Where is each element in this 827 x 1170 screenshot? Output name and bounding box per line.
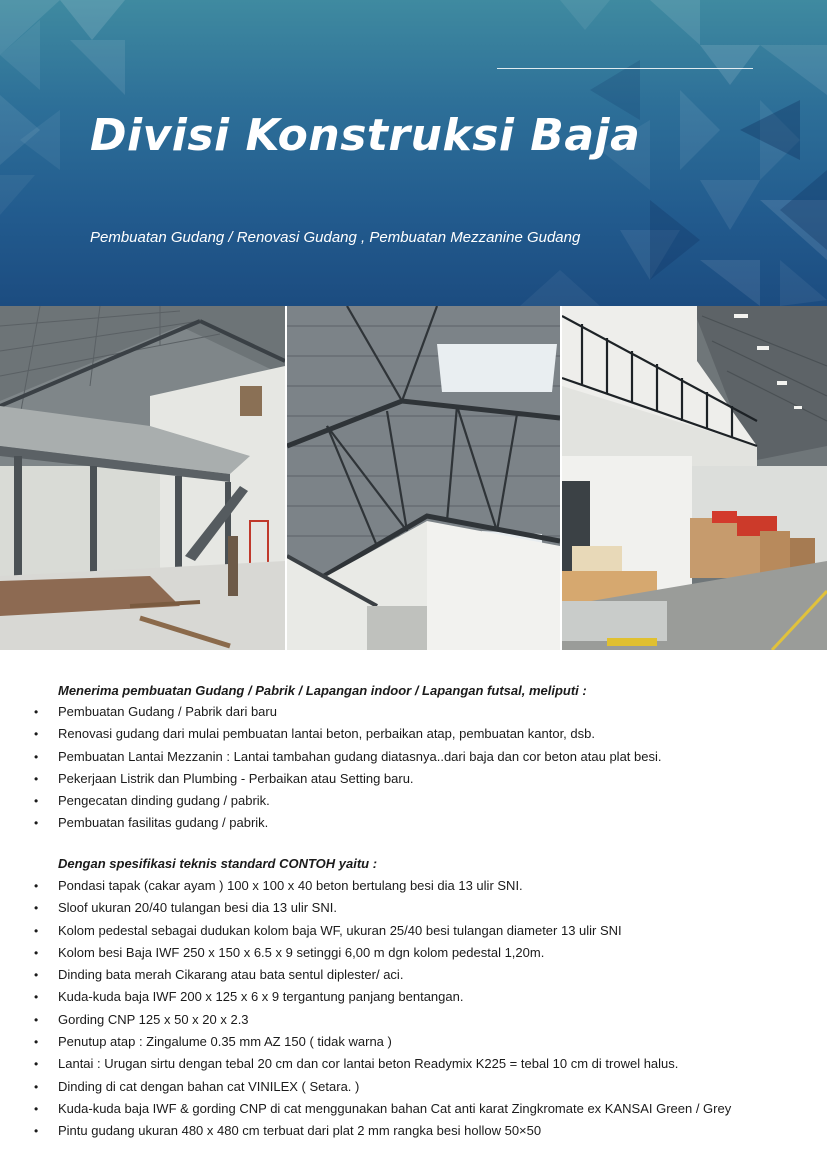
list-item: • Dinding bata merah Cikarang atau bata sentul diplester/ aci. [0,964,731,986]
list-item: • Pembuatan Lantai Mezzanin : Lantai tambahan gudang diatasnya..dari baja dan cor beton atau plat besi. [0,746,661,768]
list-item: • Pekerjaan Listrik dan Plumbing - Perbaikan atau Setting baru. [0,768,661,790]
page-subtitle: Pembuatan Gudang / Renovasi Gudang , Pembuatan Mezzanine Gudang [90,229,581,246]
list-item: • Kolom besi Baja IWF 250 x 150 x 6.5 x 9 setinggi 6,00 m dgn kolom pedestal 1,20m. [0,942,731,964]
list-item: • Pintu gudang ukuran 480 x 480 cm terbuat dari plat 2 mm rangka besi hollow 50×50 [0,1120,731,1142]
warehouse-mezzanine-construction-photo [0,306,285,650]
list-item: • Lantai : Urugan sirtu dengan tebal 20 cm dan cor lantai beton Readymix K225 = tebal 10 cm di trowel halus. [0,1053,731,1075]
header-rule [497,68,753,69]
list-item: • Sloof ukuran 20/40 tulangan besi dia 13 ulir SNI. [0,897,731,919]
specs-heading: Dengan spesifikasi teknis standard CONTOH yaitu : [58,856,378,871]
list-item: • Pembuatan fasilitas gudang / pabrik. [0,812,661,834]
list-item: • Pembuatan Gudang / Pabrik dari baru [0,701,661,723]
list-item: • Renovasi gudang dari mulai pembuatan lantai beton, perbaikan atap, pembuatan kantor, dsb. [0,723,661,745]
list-item: • Pondasi tapak (cakar ayam ) 100 x 100 x 40 beton bertulang besi dia 13 ulir SNI. [0,875,731,897]
scope-heading: Menerima pembuatan Gudang / Pabrik / Lapangan indoor / Lapangan futsal, meliputi : [58,683,587,698]
warehouse-steel-roof-truss-photo [287,306,560,650]
specs-list [0,875,731,1143]
list-item: • Kuda-kuda baja IWF & gording CNP di cat menggunakan bahan Cat anti karat Zingkromate ex KANSAI Green / Grey [0,1098,731,1120]
list-item: • Kuda-kuda baja IWF 200 x 125 x 6 x 9 tergantung panjang bentangan. [0,986,731,1008]
list-item: • Gording CNP 125 x 50 x 20 x 2.3 [0,1009,731,1031]
list-item: • Penutup atap : Zingalume 0.35 mm AZ 150 ( tidak warna ) [0,1031,731,1053]
list-item: • Dinding di cat dengan bahan cat VINILEX ( Setara. ) [0,1076,731,1098]
page-title: Divisi Konstruksi Baja [90,110,641,161]
list-item: • Pengecatan dinding gudang / pabrik. [0,790,661,812]
photo-strip [0,306,827,650]
header-band [0,0,827,306]
warehouse-interior-mezzanine-railing-photo [562,306,827,650]
scope-list [0,701,661,835]
list-item: • Kolom pedestal sebagai dudukan kolom baja WF, ukuran 25/40 besi tulangan diameter 13 ulir SNI [0,920,731,942]
